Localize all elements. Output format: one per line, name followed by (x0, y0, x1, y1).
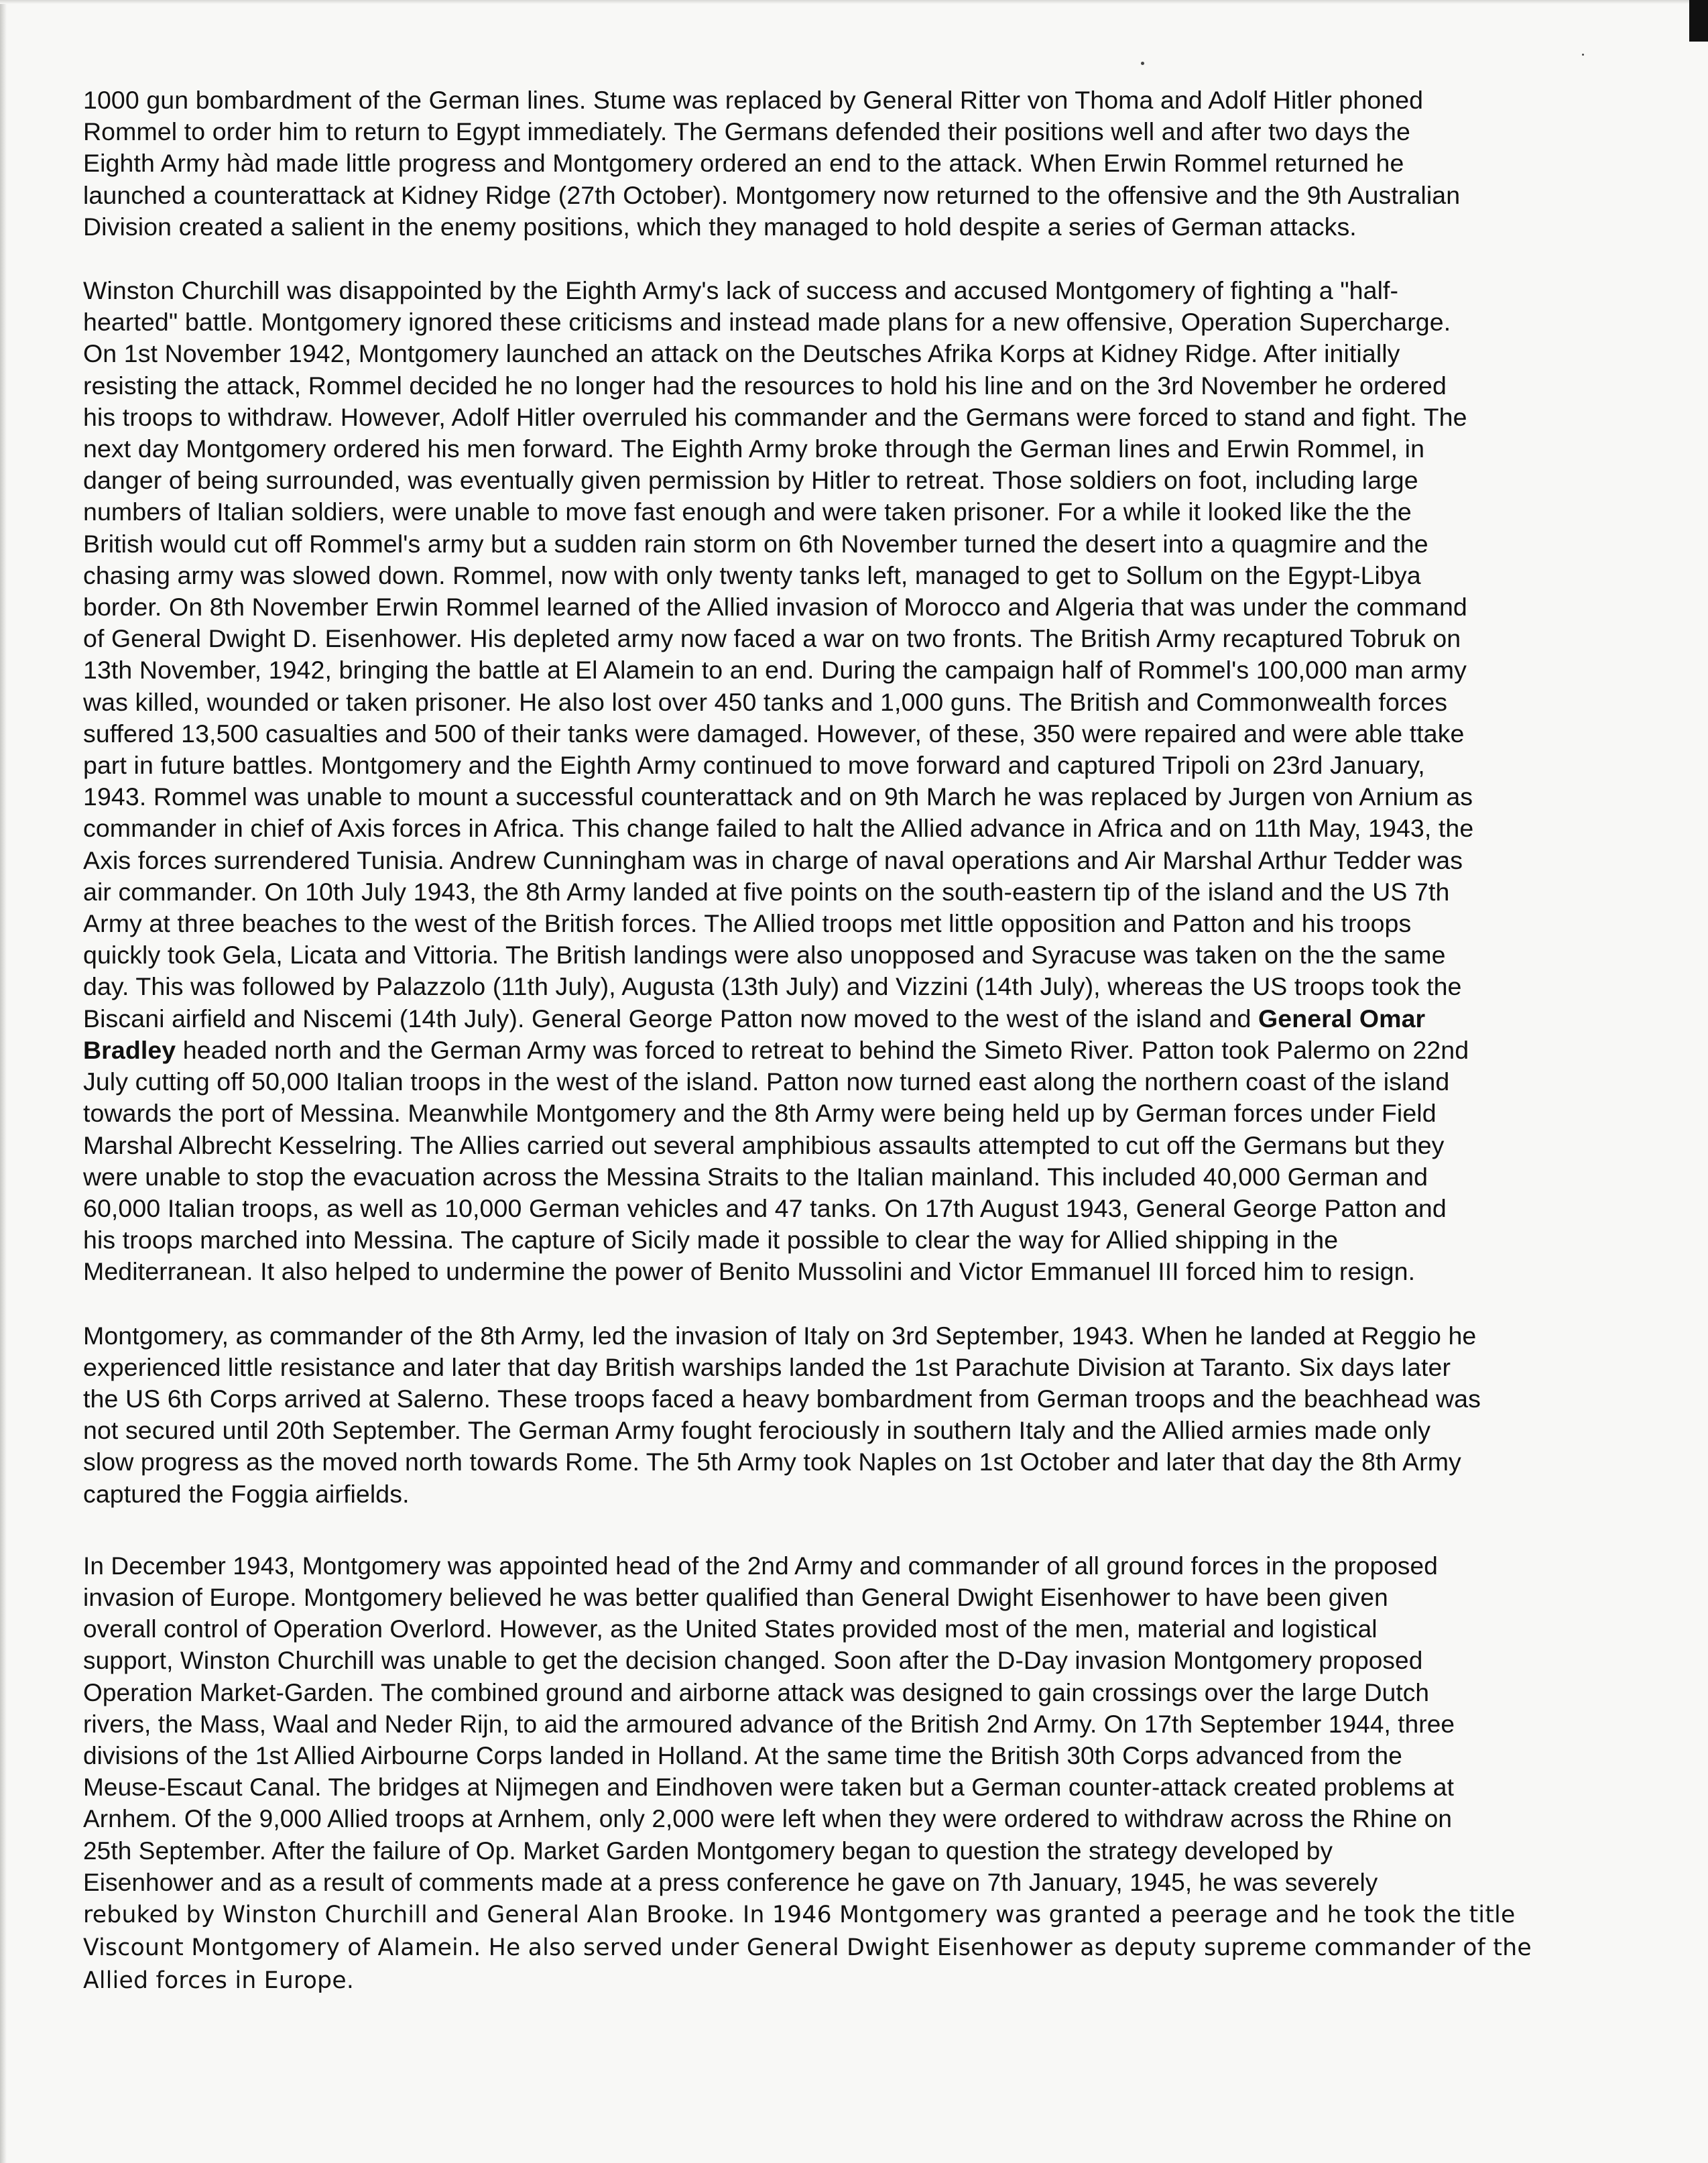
scan-top-edge (0, 0, 1708, 4)
paragraph-supercharge-sicily (83, 275, 1625, 1288)
article-body (83, 84, 1625, 1997)
paragraph-text: In December 1943, Montgomery was appointed head of the 2nd Army and commander of all ground forces in the proposed invasion of Europe. Montgomery believed he was better qualified than General Dwight Eisenhower to have been given overall control of Operation Overlord. However, as the United States provided most of the men, material and logistical support, Winston Churchill was unable to get the decision changed. Soon after the D-Day invasion Montgomery proposed Operation Market-Garden. The combined ground and airborne attack was designed to gain crossings over the large Dutch rivers, the Mass, Waal and Neder Rijn, to aid the armoured advance of the British 2nd Army. On 17th September 1944, three divisions of the 1st Allied Airbourne Corps landed in Holland. At the same time the British 30th Corps advanced from the Meuse-Escaut Canal. The bridges at Nijmegen and Eindhoven were taken but a German counter-attack created problems at Arnhem. Of the 9,000 Allied troops at Arnhem, only 2,000 were left when they were ordered to withdraw across the Rhine on 25th September. After the failure of Op. Market Garden Montgomery began to question the strategy developed by Eisenhower and as a result of comments made at a press conference he gave on 7th January, 1945, he was severely (83, 1552, 1455, 1896)
paragraph-alamein-bombardment: 1000 gun bombardment of the German lines. Stume was replaced by General Ritter von Thoma and Adolf Hitler phoned Rommel to order him to return to Egypt immediately. The Germans defended their positions well and after two days the Eighth Army hàd made little progress and Montgomery ordered an end to the attack. When Erwin Rommel returned he launched a counterattack at Kidney Ridge (27th October). Montgomery now returned to the offensive and the 9th Australian Division created a salient in the enemy positions, which they managed to hold despite a series of German attacks. (83, 86, 1461, 241)
scan-speck (1582, 54, 1584, 56)
paragraph-overlord-arnhem (83, 1550, 1625, 1997)
scan-left-edge (0, 0, 7, 2163)
paragraph-text-final-lines: rebuked by Winston Churchill and General Alan Brooke. In 1946 Montgomery was granted a peerage and he took the title Viscount Montgomery of Alamein. He also served under General Dwight Eisenhower as deputy supreme commander of the Allied forces in Europe. (83, 1901, 1532, 1995)
bold-name-omar-bradley: General Omar Bradley (83, 1004, 1426, 1064)
paragraph-text: Winston Churchill was disappointed by the Eighth Army's lack of success and accused Montgomery of fighting a "half- hearted" battle. Montgomery ignored these criticisms and instead made plans for a new offensive, Operation Supercharge. On 1st November 1942, Montgomery launched an attack on the Deutsches Afrika Korps at Kidney Ridge. After initially resisting the attack, Rommel decided he no longer had the resources to hold his line and on the 3rd November he ordered his troops to withdraw. However, Adolf Hitler overruled his commander and the Germans were forced to stand and fight. The next day Montgomery ordered his men forward. The Eighth Army broke through the German lines and Erwin Rommel, in danger of being surrounded, was eventually given permission by Hitler to retreat. Those soldiers on foot, including large numbers of Italian soldiers, were unable to move fast enough and were taken prisoner. For a while it looked like the the British would cut off Rommel's army but a sudden rain storm on 6th November turned the desert into a quagmire and the chasing army was slowed down. Rommel, now with only twenty tanks left, managed to get to Sollum on the Egypt-Libya border. On 8th November Erwin Rommel learned of the Allied invasion of Morocco and Algeria that was under the command of General Dwight D. Eisenhower. His depleted army now faced a war on two fronts. The British Army recaptured Tobruk on 13th November, 1942, bringing the battle at El Alamein to an end. During the campaign half of Rommel's 100,000 man army was killed, wounded or taken prisoner. He also lost over 450 tanks and 1,000 guns. The British and Commonwealth forces suffered 13,500 casualties and 500 of their tanks were damaged. However, of these, 350 were repaired and were able ttake part in future battles. Montgomery and the Eighth Army continued to move forward and captured Tripoli on 23rd January, 1943. Rommel was unable to mount a successful counterattack and on 9th March he was replaced by Jurgen von Arnium as commander in chief of Axis forces in Africa. This change failed to halt the Allied advance in Africa and on 11th May, 1943, the Axis forces surrendered Tunisia. Andrew Cunningham was in charge of naval operations and Air Marshal Arthur Tedder was air commander. On 10th July 1943, the 8th Army landed at five points on the south-eastern tip of the island and the US 7th Army at three beaches to the west of the British forces. The Allied troops met little opposition and Patton and his troops quickly took Gela, Licata and Vittoria. The British landings were also unopposed and Syracuse was taken on the the same day. This was followed by Palazzolo (11th July), Augusta (13th July) and Vizzini (14th July), whereas the US troops took the Biscani airfield and Niscemi (14th July). General George Patton now moved to the west of the island and (83, 276, 1474, 1033)
scan-speck (1141, 62, 1144, 65)
paragraph-text-continued: headed north and the German Army was forced to retreat to behind the Simeto River. Patton took Palermo on 22nd July cutting off 50,000 Italian troops in the west of the island. Patton now turned east along the northern coast of the island towards the port of Messina. Meanwhile Montgomery and the 8th Army were being held up by German forces under Field Marshal Albrecht Kesselring. The Allies carried out several amphibious assaults attempted to cut off the Germans but they were unable to stop the evacuation across the Messina Straits to the Italian mainland. This included 40,000 German and 60,000 Italian troops, as well as 10,000 German vehicles and 47 tanks. On 17th August 1943, General George Patton and his troops marched into Messina. The capture of Sicily made it possible to clear the way for Allied shipping in the Mediterranean. It also helped to undermine the power of Benito Mussolini and Victor Emmanuel III forced him to resign. (83, 1035, 1469, 1286)
scan-corner-mark (1689, 0, 1708, 42)
paragraph-italy-invasion: Montgomery, as commander of the 8th Army, led the invasion of Italy on 3rd September, 1943. When he landed at Reggio he experienced little resistance and later that day British warships landed the 1st Parachute Division at Taranto. Six days later the US 6th Corps arrived at Salerno. These troops faced a heavy bombardment from German troops and the beachhead was not secured until 20th September. The German Army fought ferociously in southern Italy and the Allied armies made only slow progress as the moved north towards Rome. The 5th Army took Naples on 1st October and later that day the 8th Army captured the Foggia airfields. (83, 1321, 1481, 1508)
